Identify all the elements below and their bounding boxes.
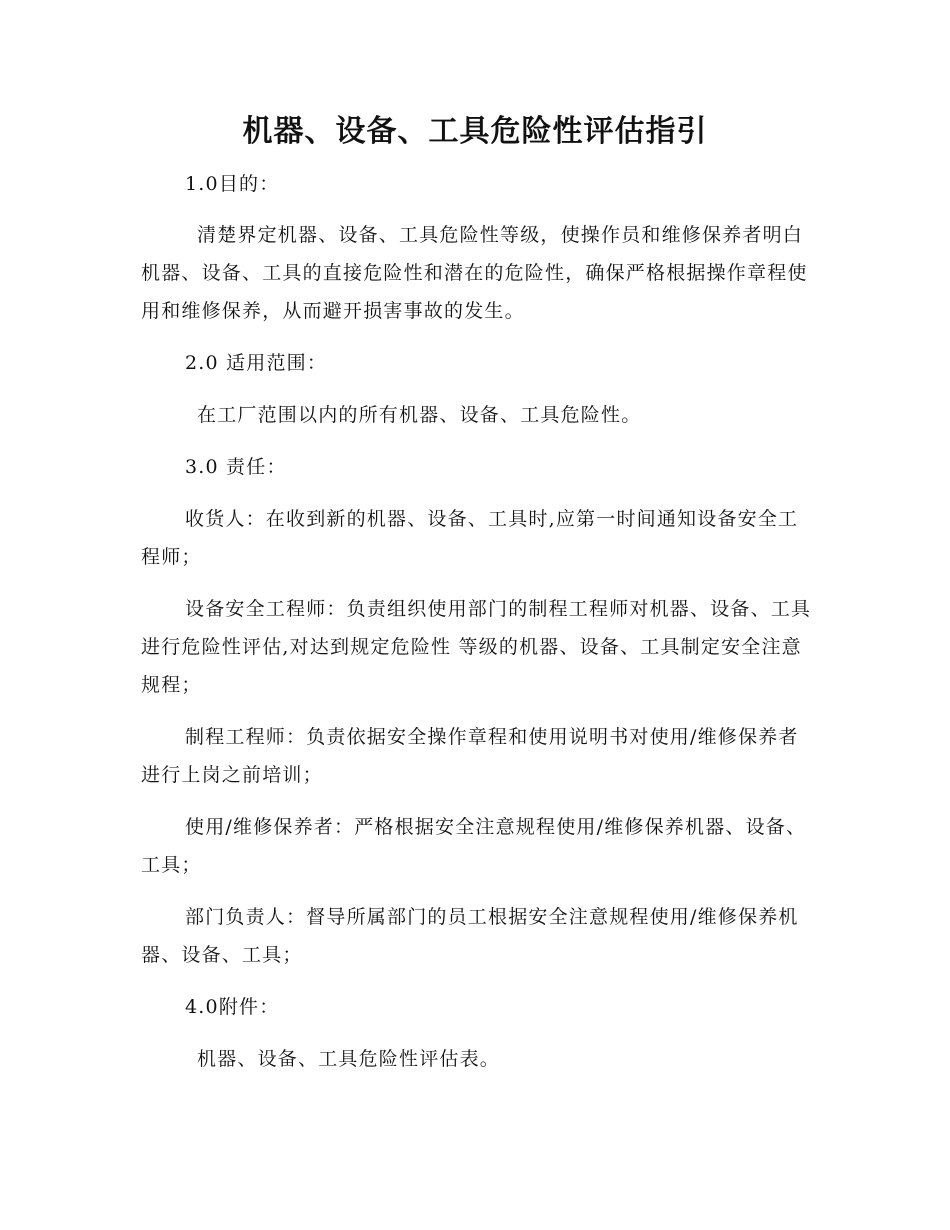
section-2-heading: 2.0 适用范围： bbox=[185, 352, 328, 374]
section-3-item-operator: 使用/维修保养者：严格根据安全注意规程使用/维修保养机器、设备、工具； bbox=[141, 816, 807, 876]
section-4-body: 机器、设备、工具危险性评估表。 bbox=[197, 1048, 501, 1070]
section-1-body: 清楚界定机器、设备、工具危险性等级，使操作员和维修保养者明白机器、设备、工具的直接危险性和潜在的危险性，确保严格根据操作章程使用和维修保养，从而避开损害事故的发生。 bbox=[141, 224, 808, 322]
section-3-item-process-engineer: 制程工程师：负责依据安全操作章程和使用说明书对使用/维修保养者进行上岗之前培训； bbox=[141, 726, 799, 786]
document-title: 机器、设备、工具危险性评估指引 bbox=[242, 114, 708, 149]
section-3-item-receiver: 收货人：在收到新的机器、设备、工具时,应第一时间通知设备安全工程师； bbox=[141, 508, 799, 568]
section-3-heading: 3.0 责任： bbox=[185, 456, 287, 478]
section-3-item-department-head: 部门负责人：督导所属部门的员工根据安全注意规程使用/维修保养机器、设备、工具； bbox=[141, 906, 799, 966]
section-2-body: 在工厂范围以内的所有机器、设备、工具危险性。 bbox=[197, 404, 642, 426]
section-4-heading: 4.0附件： bbox=[185, 996, 280, 1018]
section-3-item-safety-engineer: 设备安全工程师：负责组织使用部门的制程工程师对机器、设备、工具进行危险性评估,对达到规定危险性 等级的机器、设备、工具制定安全注意规程； bbox=[141, 598, 812, 696]
section-1-heading: 1.0目的： bbox=[185, 173, 280, 195]
